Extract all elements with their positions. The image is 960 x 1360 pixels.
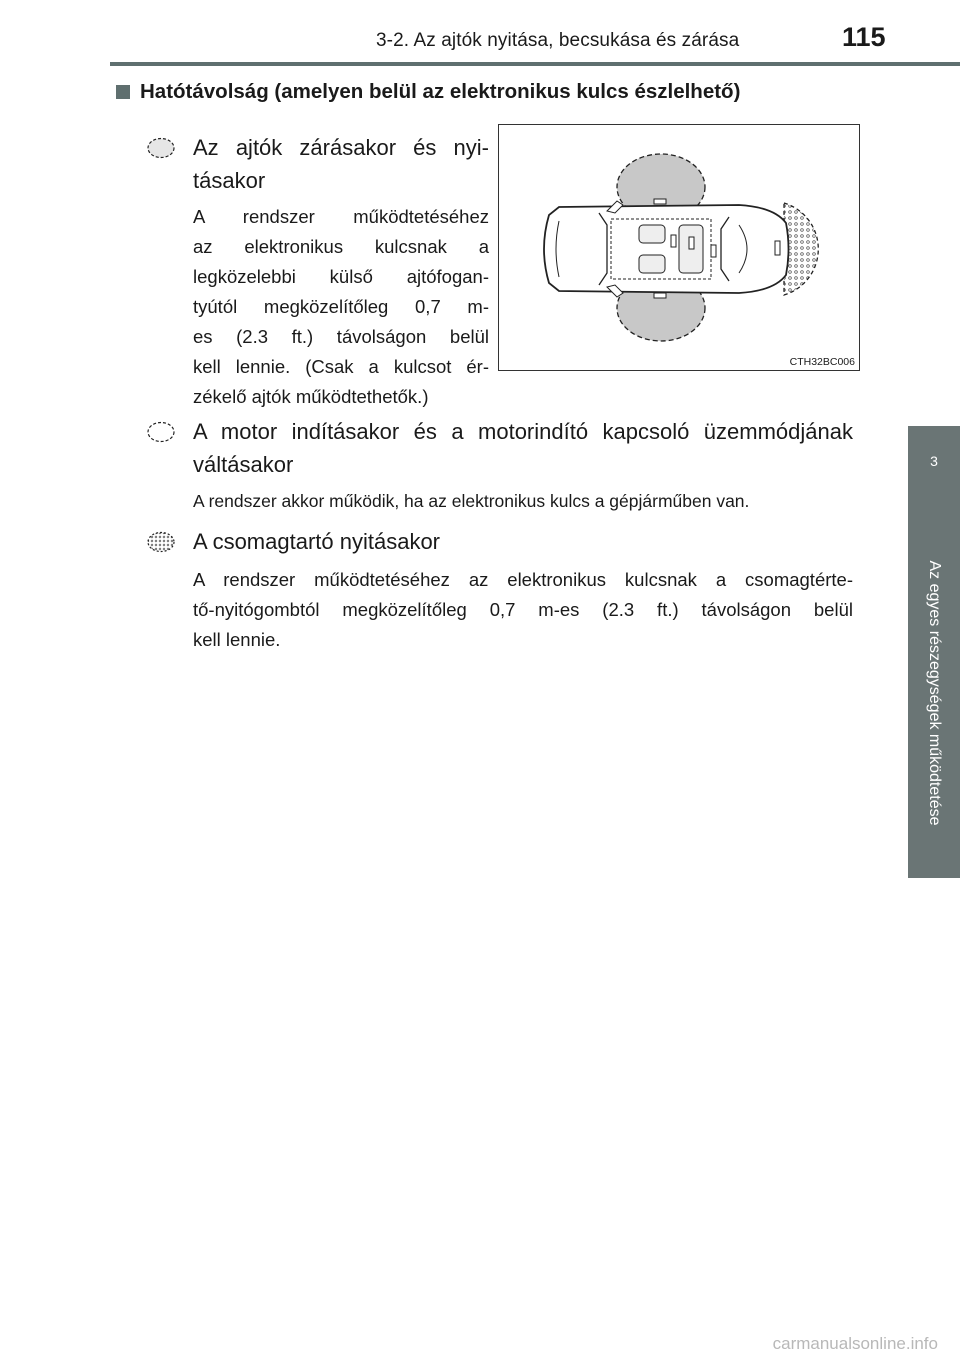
figure-code: CTH32BC006 [789,356,855,368]
section-1-body-line-3: legközelebbi külső ajtófogan- [193,266,489,287]
side-tab-label [908,508,960,878]
watermark: carmanualsonline.info [772,1334,938,1353]
section-1-body-line-6: kell lennie. (Csak a kulcsot ér- [193,356,489,377]
antenna-trunk [775,241,780,255]
dashed-oval-icon [146,137,176,159]
section-2-title-line-2: váltásakor [193,452,294,477]
section-3-body-line-2: tő-nyitógombtól megközelítőleg 0,7 m-es (2.3 ft.) távolságon belül [193,599,853,620]
section-3-title-line-1: A csomagtartó nyitásakor [193,529,441,554]
antenna-cabin-1 [671,235,676,247]
section-1-title-line-2: tásakor [193,168,266,193]
antenna-front-bottom [654,293,666,298]
car-top-view-diagram [499,125,858,369]
section-heading-text: Hatótávolság (amelyen belül az elektronikus kulcs észlelhető) [140,80,741,103]
detection-range-figure [498,124,860,371]
section-2-body-line-1: A rendszer akkor működik, ha az elektronikus kulcs a gépjárműben van. [193,491,750,511]
section-1-body-line-7: zékelő ajtók működtethetők.) [193,386,429,407]
dashed-oval-icon [146,421,176,443]
section-1-body-line-4: tyútól megközelítőleg 0,7 m- [193,296,489,317]
section-3-body-line-3: kell lennie. [193,629,281,650]
header-title: 3-2. Az ajtók nyitása, becsukása és zárása [376,30,740,51]
header-rule [110,62,960,66]
page-number: 115 [842,22,886,52]
square-bullet-icon [116,85,130,99]
antenna-cabin-3 [711,245,716,257]
section-1-title-line-1: Az ajtók zárásakor és nyi- [193,135,489,160]
section-heading [116,80,740,104]
section-1-body-line-2: az elektronikus kulcsnak a [193,236,489,257]
side-tab-number: 3 [908,426,960,508]
antenna-cabin-2 [689,237,694,249]
section-3-body-line-1: A rendszer működtetéséhez az elektronikus kulcsnak a csomagtérte- [193,569,853,590]
dotted-oval-icon [146,531,176,553]
antenna-front-top [654,199,666,204]
side-tab-label-text: Az egyes részegységek működtetése [926,560,943,826]
section-1-body-line-5: es (2.3 ft.) távolságon belül [193,326,489,347]
section-2-title-line-1: A motor indításakor és a motorindító kapcsoló üzemmódjának [193,419,853,444]
section-1-body-line-1: A rendszer működtetéséhez [193,206,489,227]
